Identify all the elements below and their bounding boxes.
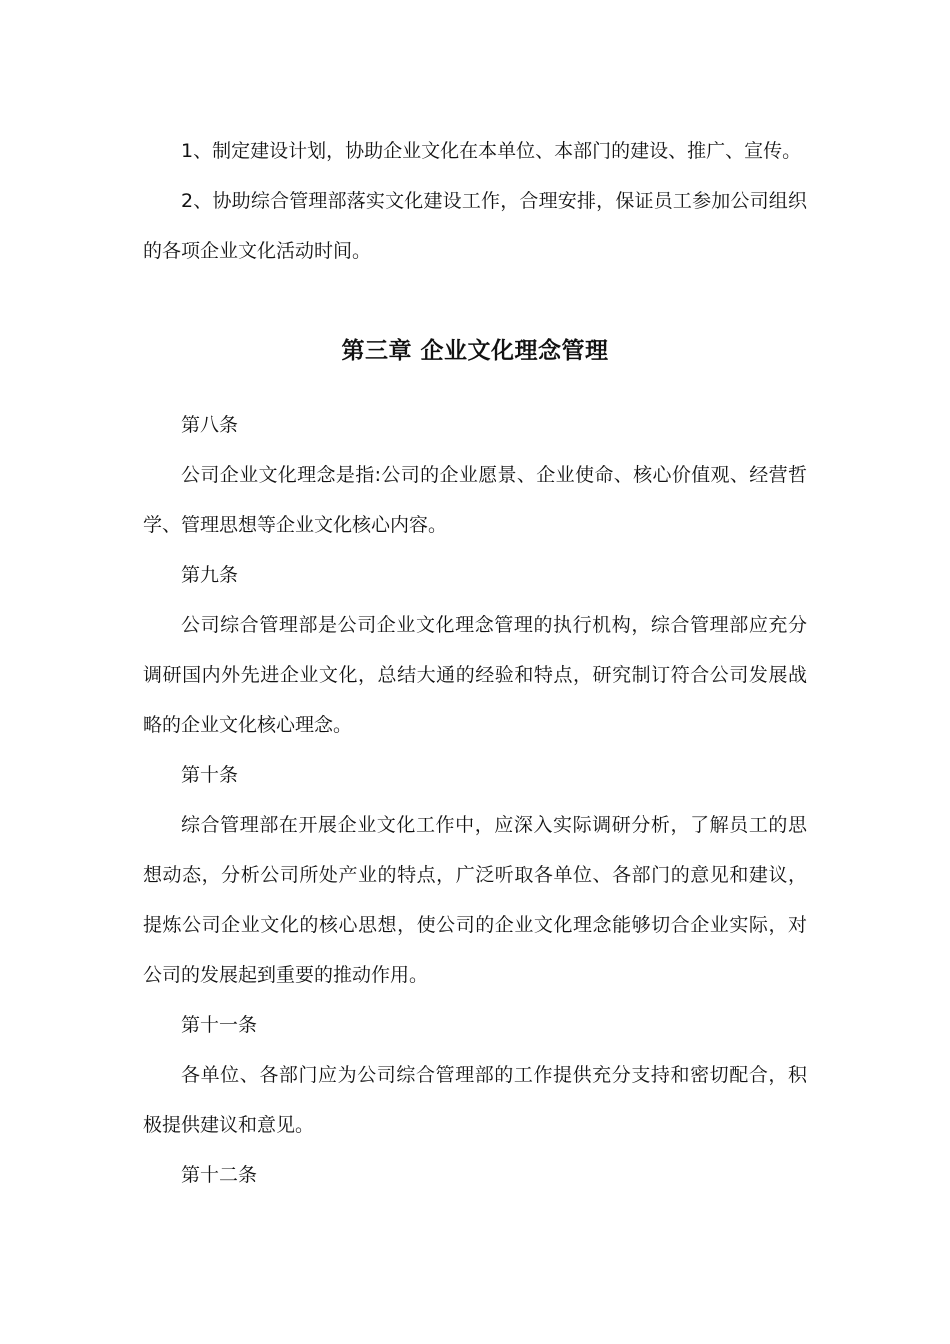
article-body: 公司企业文化理念是指:公司的企业愿景、企业使命、核心价值观、经营哲学、管理思想等企业文化核心内容。: [143, 464, 807, 536]
article-body: 综合管理部在开展企业文化工作中，应深入实际调研分析，了解员工的思想动态，分析公司所处产业的特点，广泛听取各单位、各部门的意见和建议，提炼公司企业文化的核心思想，使公司的企业文化理念能够切合企业实际，对公司的发展起到重要的推动作用。: [143, 814, 807, 986]
document-page: [143, 126, 807, 1200]
article-heading: 第十二条: [181, 1164, 258, 1186]
list-item-1: 1、制定建设计划，协助企业文化在本单位、本部门的建设、推广、宣传。: [181, 140, 802, 162]
article-heading: 第十条: [181, 764, 239, 786]
article-heading: 第八条: [181, 414, 239, 436]
list-item-2: 2、协助综合管理部落实文化建设工作，合理安排，保证员工参加公司组织的各项企业文化活动时间。: [143, 190, 807, 262]
article-body: 公司综合管理部是公司企业文化理念管理的执行机构，综合管理部应充分调研国内外先进企业文化，总结大通的经验和特点，研究制订符合公司发展战略的企业文化核心理念。: [143, 614, 807, 736]
article-body: 各单位、各部门应为公司综合管理部的工作提供充分支持和密切配合，积极提供建议和意见。: [143, 1064, 807, 1136]
article-heading: 第十一条: [181, 1014, 258, 1036]
article-heading: 第九条: [181, 564, 239, 586]
chapter-title: 第三章 企业文化理念管理: [341, 338, 609, 364]
